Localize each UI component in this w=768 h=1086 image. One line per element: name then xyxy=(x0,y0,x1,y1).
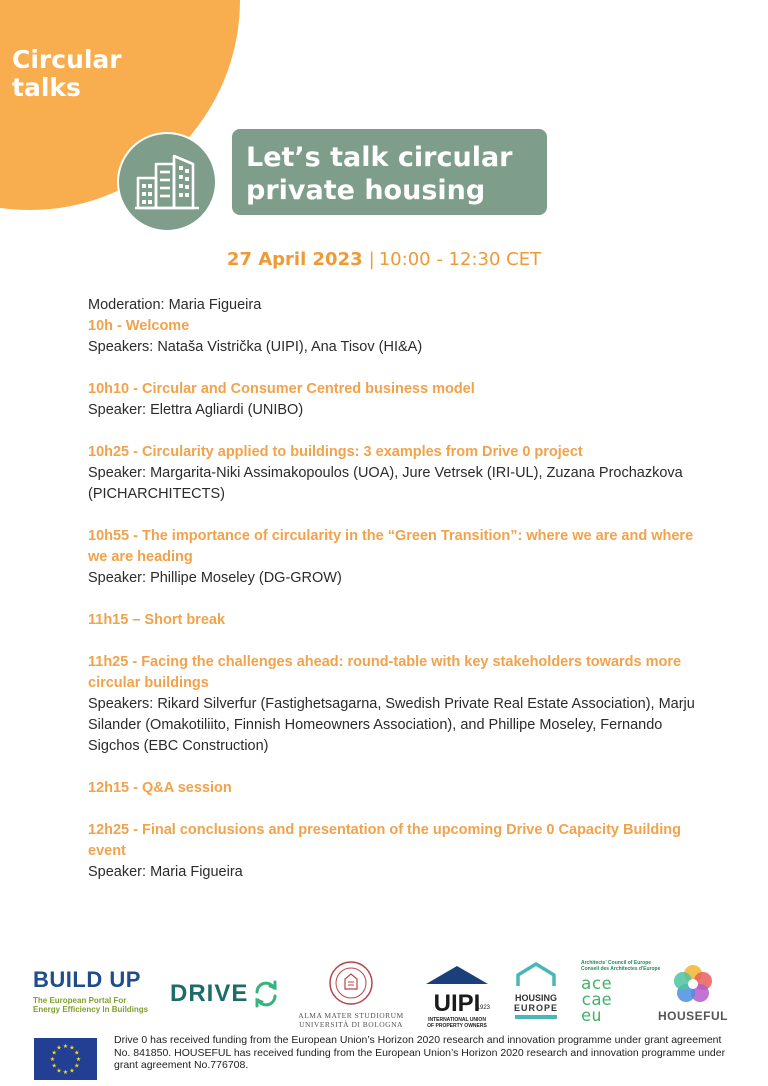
buildup-name: BUILD UP xyxy=(33,967,141,992)
uipi-sub-1: INTERNATIONAL UNION xyxy=(428,1017,486,1023)
agenda-item xyxy=(88,316,708,358)
event-title xyxy=(246,141,512,207)
agenda-item-speakers: Speaker: Phillipe Moseley (DG-GROW) xyxy=(88,570,342,586)
houseful-name: HOUSEFUL xyxy=(658,1009,728,1023)
unibo-logo xyxy=(296,960,406,1029)
agenda xyxy=(88,295,708,904)
brand-line-1: Circular xyxy=(12,45,122,74)
funding-statement: Drive 0 has received funding from the European Union’s Horizon 2020 research and innovation programme under grant agreement No. 841850. HOUSEFUL has received funding from the European Union’s Horizon 2020 research and innovation programme under grant agreement No.776708. xyxy=(114,1034,726,1072)
housing-europe-line-2: EUROPE xyxy=(513,1003,558,1013)
agenda-item xyxy=(88,379,708,421)
housing-europe-bar xyxy=(515,1015,557,1019)
ace-cae-logo xyxy=(581,960,661,1024)
funding-footer xyxy=(34,1034,734,1080)
unibo-line-2: UNIVERSITÀ DI BOLOGNA xyxy=(299,1020,403,1029)
unibo-line-1: ALMA MATER STUDIORUM xyxy=(298,1011,404,1020)
event-date-time xyxy=(0,249,768,270)
date-separator: | xyxy=(368,249,375,270)
agenda-item xyxy=(88,652,708,757)
eu-star: ★ xyxy=(49,1057,56,1063)
event-date: 27 April 2023 xyxy=(226,249,363,270)
agenda-item-speakers: Speakers: Rikard Silverfur (Fastighetsagarna, Swedish Private Real Estate Association), Marju Silander (Omakotiliito, Finnish Homeowners Association), and Phillipe Moseley, Fernando Sigchos (EBC Construction) xyxy=(88,696,695,754)
eu-star: ★ xyxy=(62,1070,69,1076)
housing-europe-logo xyxy=(511,962,561,1019)
agenda-item xyxy=(88,820,708,883)
agenda-item-speakers: Speaker: Margarita-Niki Assimakopoulos (UOA), Jure Vetrsek (IRI-UL), Zuzana Prochazkova (PICHARCHITECTS) xyxy=(88,465,683,502)
roof-icon xyxy=(424,964,490,986)
agenda-item xyxy=(88,610,708,631)
agenda-item-heading: 10h10 - Circular and Consumer Centred business model xyxy=(88,381,475,397)
eu-star: ★ xyxy=(74,1050,80,1057)
agenda-item-heading: 11h25 - Facing the challenges ahead: round-table with key stakeholders towards more circular buildings xyxy=(88,654,682,691)
buildup-tagline-1: The European Portal For xyxy=(33,996,127,1005)
uipi-name: UIPI xyxy=(433,990,481,1017)
agenda-item-speakers: Speaker: Elettra Agliardi (UNIBO) xyxy=(88,402,304,418)
buildup-logo xyxy=(33,968,158,1014)
houseful-logo xyxy=(650,964,736,1023)
event-time: 10:00 - 12:30 CET xyxy=(378,249,542,270)
buildup-tagline-2: Energy Efficiency In Buildings xyxy=(33,1005,149,1014)
eu-star: ★ xyxy=(69,1068,75,1075)
drive-logo xyxy=(170,980,290,1012)
title-line-1: Let’s talk circular xyxy=(246,142,513,173)
eu-star: ★ xyxy=(51,1050,57,1057)
ace-line-3: eu xyxy=(581,1006,602,1026)
agenda-item xyxy=(88,526,708,589)
buildings-icon xyxy=(117,132,217,232)
partner-logos xyxy=(0,960,768,1030)
uipi-year: 1923 xyxy=(476,1005,490,1011)
house-outline-icon xyxy=(514,962,558,988)
agenda-item xyxy=(88,778,708,799)
eu-star: ★ xyxy=(51,1063,57,1070)
eu-star: ★ xyxy=(69,1045,75,1052)
eu-star: ★ xyxy=(74,1063,80,1070)
recycle-arrows-icon xyxy=(250,978,282,1010)
ace-line-1: ace xyxy=(581,974,612,994)
agenda-item-heading: 10h - Welcome xyxy=(88,318,190,334)
agenda-item-heading: 12h15 - Q&A session xyxy=(88,780,232,796)
eu-flag-icon xyxy=(34,1038,97,1080)
housing-europe-line-1: HOUSING xyxy=(514,993,557,1003)
agenda-item-heading: 10h55 - The importance of circularity in the “Green Transition”: where we are and where we are heading xyxy=(88,528,694,565)
brand-line-2: talks xyxy=(12,73,81,102)
ace-line-2: cae xyxy=(581,990,612,1010)
agenda-item-heading: 10h25 - Circularity applied to buildings: 3 examples from Drive 0 project xyxy=(88,444,583,460)
drive-name: DRIVE xyxy=(170,980,249,1007)
eu-star: ★ xyxy=(62,1044,69,1050)
eu-star: ★ xyxy=(56,1045,62,1052)
ace-top-2: Conseil des Architectes d'Europe xyxy=(581,966,661,972)
agenda-item xyxy=(88,442,708,505)
agenda-item-heading: 11h15 – Short break xyxy=(88,612,226,628)
university-seal-icon xyxy=(328,960,374,1006)
ace-top-1: Architects' Council of Europe xyxy=(581,960,652,966)
agenda-item-speakers: Speakers: Nataša Vistrička (UIPI), Ana Tisov (HI&A) xyxy=(88,339,423,355)
moderation-line: Moderation: Maria Figueira xyxy=(88,297,262,313)
brand-label xyxy=(12,46,122,102)
eu-star: ★ xyxy=(75,1057,82,1063)
agenda-item-heading: 12h25 - Final conclusions and presentation of the upcoming Drive 0 Capacity Building event xyxy=(88,822,681,859)
title-line-2: private housing xyxy=(246,175,486,206)
colorful-flower-icon xyxy=(673,964,713,1004)
uipi-sub-2: OF PROPERTY OWNERS xyxy=(427,1023,487,1029)
eu-star: ★ xyxy=(56,1068,62,1075)
agenda-item-speakers: Speaker: Maria Figueira xyxy=(88,864,243,880)
uipi-logo xyxy=(424,964,490,1029)
event-title-box xyxy=(232,129,547,215)
